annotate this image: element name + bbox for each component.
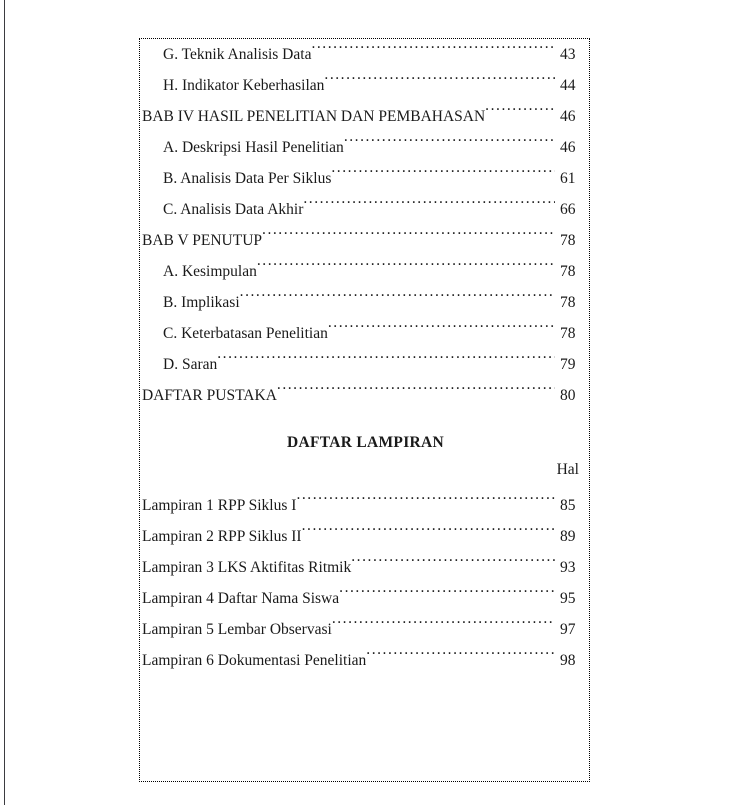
- dot-leader: [262, 230, 555, 246]
- dot-leader: [217, 354, 555, 370]
- entry-label: Lampiran 3 LKS Aktifitas Ritmik: [142, 559, 352, 576]
- page-edge-rule: [4, 0, 5, 805]
- lampiran-entry[interactable]: [142, 645, 589, 676]
- toc-entry[interactable]: [142, 380, 589, 411]
- daftar-lampiran-list: [142, 490, 589, 676]
- entry-page-number: 43: [560, 46, 576, 63]
- dot-leader: [311, 44, 555, 60]
- section-spacer: [142, 411, 589, 427]
- dot-leader: [302, 526, 555, 542]
- entry-page-number: 61: [560, 170, 576, 187]
- toc-entry[interactable]: [142, 132, 589, 163]
- entry-page-number: 46: [560, 108, 576, 125]
- dot-leader: [324, 75, 555, 91]
- entry-label: G. Teknik Analisis Data: [163, 46, 312, 63]
- entry-label: Lampiran 4 Daftar Nama Siswa: [142, 590, 340, 607]
- entry-page-number: 66: [560, 201, 576, 218]
- document-content: [142, 39, 589, 781]
- page-column-header: Hal: [556, 461, 579, 478]
- entry-page-number: 98: [560, 652, 576, 669]
- entry-label: C. Keterbatasan Penelitian: [163, 325, 328, 342]
- dot-leader: [240, 292, 555, 308]
- toc-entry[interactable]: [142, 256, 589, 287]
- toc-entry[interactable]: [142, 287, 589, 318]
- dot-leader: [257, 261, 555, 277]
- entry-label: BAB IV HASIL PENELITIAN DAN PEMBAHASAN: [142, 108, 486, 125]
- dot-leader: [351, 557, 555, 573]
- entry-page-number: 78: [560, 232, 576, 249]
- entry-label: B. Implikasi: [163, 294, 240, 311]
- entry-label: A. Kesimpulan: [163, 263, 257, 280]
- entry-label: B. Analisis Data Per Siklus: [163, 170, 332, 187]
- entry-page-number: 78: [560, 325, 576, 342]
- lampiran-entry[interactable]: [142, 583, 589, 614]
- entry-page-number: 95: [560, 590, 576, 607]
- entry-label: Lampiran 2 RPP Siklus II: [142, 528, 302, 545]
- toc-entry[interactable]: [142, 163, 589, 194]
- toc-entry[interactable]: [142, 318, 589, 349]
- dot-leader: [328, 323, 555, 339]
- entry-page-number: 44: [560, 77, 576, 94]
- entry-page-number: 46: [560, 139, 576, 156]
- toc-entry[interactable]: [142, 194, 589, 225]
- lampiran-entry[interactable]: [142, 490, 589, 521]
- dot-leader: [331, 168, 555, 184]
- dot-leader: [339, 588, 555, 604]
- document-text-frame: [139, 38, 590, 782]
- toc-entry[interactable]: [142, 39, 589, 70]
- toc-entry[interactable]: [142, 101, 589, 132]
- daftar-lampiran-heading: DAFTAR LAMPIRAN: [286, 434, 445, 451]
- entry-page-number: 80: [560, 387, 576, 404]
- lampiran-spacer: [142, 482, 589, 490]
- entry-page-number: 97: [560, 621, 576, 638]
- lampiran-entry[interactable]: [142, 552, 589, 583]
- entry-page-number: 89: [560, 528, 576, 545]
- entry-page-number: 79: [560, 356, 576, 373]
- entry-label: Lampiran 1 RPP Siklus I: [142, 497, 297, 514]
- entry-page-number: 78: [560, 294, 576, 311]
- dot-leader: [303, 199, 555, 215]
- entry-page-number: 78: [560, 263, 576, 280]
- entry-label: D. Saran: [163, 356, 218, 373]
- entry-label: DAFTAR PUSTAKA: [142, 387, 277, 404]
- table-of-contents-list: [142, 39, 589, 411]
- toc-entry[interactable]: [142, 70, 589, 101]
- dot-leader: [366, 650, 555, 666]
- entry-label: Lampiran 5 Lembar Observasi: [142, 621, 332, 638]
- entry-page-number: 93: [560, 559, 576, 576]
- lampiran-entry[interactable]: [142, 521, 589, 552]
- dot-leader: [332, 619, 555, 635]
- dot-leader: [344, 137, 555, 153]
- entry-label: BAB V PENUTUP: [142, 232, 263, 249]
- entry-page-number: 85: [560, 497, 576, 514]
- entry-label: H. Indikator Keberhasilan: [163, 77, 325, 94]
- dot-leader: [296, 495, 555, 511]
- toc-entry[interactable]: [142, 349, 589, 380]
- dot-leader: [485, 106, 555, 122]
- lampiran-entry[interactable]: [142, 614, 589, 645]
- toc-entry[interactable]: [142, 225, 589, 256]
- dot-leader: [277, 385, 555, 401]
- entry-label: A. Deskripsi Hasil Penelitian: [163, 139, 344, 156]
- entry-label: Lampiran 6 Dokumentasi Penelitian: [142, 652, 367, 669]
- entry-label: C. Analisis Data Akhir: [163, 201, 304, 218]
